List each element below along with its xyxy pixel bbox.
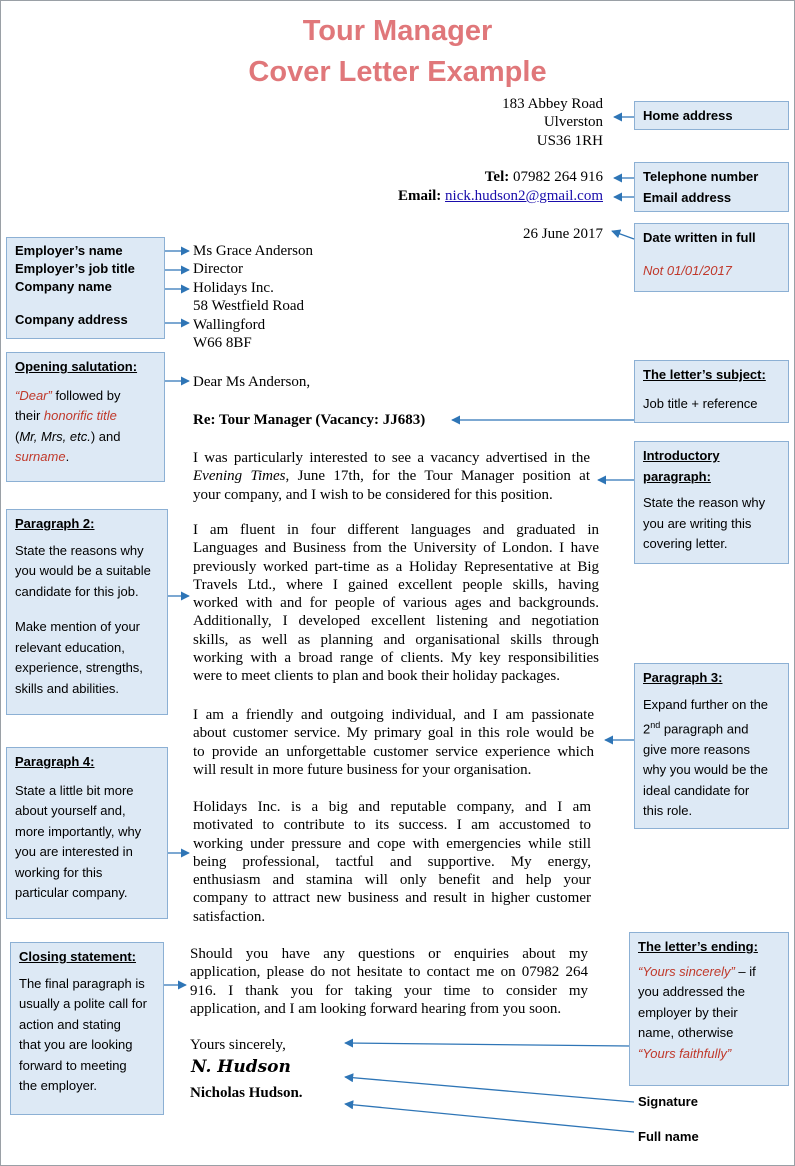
para2-line: Travels Ltd., where I gained excellent people skills, having [193,576,599,593]
note-intro-text: you are writing this [643,515,752,531]
para4-line: enthusiasm and stamina will only benefit and help your [193,872,591,889]
recipient-town: Wallingford [193,317,266,333]
note-closing [10,942,164,1115]
note-closing-text: that you are looking [19,1037,133,1052]
sender-email [398,188,603,205]
para4-line: working under pressure and cope with emergencies while still [193,835,591,852]
title-line-2: Cover Letter Example [248,56,547,88]
note-p3-text: give more reasons [643,741,750,757]
note-opening-t2: their [15,408,44,423]
intro-paragraph [193,449,590,504]
para2-line: working with a broad range of clients. My key responsibilities [193,650,599,667]
note-p4-text: more importantly, why [15,823,142,839]
note-p3-sup: nd [650,720,661,730]
para2-line: Additionally, I developed excellent listening and negotiation [193,613,599,630]
note-intro-text: State the reason why [643,495,766,510]
para2-line: Languages and Business from the University of London. I have [193,540,599,557]
closing-line: application, and I am looking forward hearing from you soon. [190,1000,562,1017]
full-name: Nicholas Hudson. [190,1085,303,1101]
para2-line: worked with and for people of various ages and backgrounds. [193,595,599,612]
recipient-name: Ms Grace Anderson [193,243,313,259]
note-p2-text: Make mention of your [15,619,141,634]
para4-line: motivated to contribute to its success. I am accustomed to [193,817,591,834]
note-p4-text: working for this [15,864,103,880]
note-date-warning: Not 01/01/2017 [643,262,732,278]
tel-label: Tel: [484,169,510,185]
note-closing-text: The final paragraph is [19,975,145,991]
para3-line: I am a friendly and outgoing individual, and I am passionate [193,707,594,723]
note-paragraph-3 [634,663,789,829]
note-employer-title: Employer’s job title [15,261,135,276]
note-opening-text [15,447,156,468]
intro-newspaper: Evening Times [193,468,286,485]
note-ending-title: The letter’s ending: [638,939,758,954]
note-signature-label: Signature [638,1094,698,1109]
note-ending-t1: – if [734,963,756,979]
note-date-title: Date written in full [643,230,756,245]
intro-line: I was particularly interested to see a vacancy advertised in the [193,450,590,466]
note-p4-text: about yourself and, [15,803,126,818]
para4-line: being professional, tactful and supportive. My energy, [193,853,591,870]
note-opening-t5: . [65,449,70,464]
note-opening-title: Opening salutation: [15,359,138,374]
para3-line: will result in more future business for your organisation. [193,761,532,778]
note-p3-text: ideal candidate for [643,782,750,798]
note-opening-dear: “Dear” [15,387,52,403]
para2-line: I am fluent in four different languages and graduated in [193,522,599,538]
sign-off: Yours sincerely, [190,1037,286,1053]
note-closing-title: Closing statement: [19,949,137,964]
note-p4-text: State a little bit more [15,782,134,798]
note-p4-title: Paragraph 4: [15,754,95,769]
para4-line: company to attract new business and result in higher customer [193,890,591,907]
note-opening [6,352,165,482]
note-intro-title: Introductory [643,448,720,463]
note-p4-text: you are interested in [15,844,133,859]
note-p2-text: relevant education, [15,639,125,655]
note-p3-text: Expand further on the [643,696,769,712]
signature: N. Hudson [191,1057,291,1077]
subject-line: Re: Tour Manager (Vacancy: JJ683) [193,412,426,428]
note-closing-text: action and stating [19,1016,121,1032]
note-opening-surname: surname [15,449,66,464]
note-p3-text [643,715,780,740]
note-p3-rest: paragraph and [660,721,749,737]
sender-telephone [485,169,603,186]
intro-line [193,467,590,485]
note-opening-text [15,406,156,427]
closing-line: application, please do not hesitate to contact me on 07982 264 [190,964,588,981]
closing-line: Should you have any questions or enquiries about my [190,946,588,962]
note-opening-text [15,427,156,448]
note-opening-titles: Mr, Mrs, etc. [19,428,91,444]
note-opening-t3: ( [15,428,20,444]
note-ending-sincerely: “Yours sincerely” [638,963,735,979]
email-link[interactable]: nick.hudson2@gmail.com [445,188,603,204]
salutation: Dear Ms Anderson, [193,374,311,390]
note-ending-faithfully: “Yours faithfully” [638,1045,732,1061]
closing-line: 916. I thank you for taking your time to consider my [190,982,588,999]
note-p2-text: you would be a suitable [15,563,151,578]
para2-line: previously worked part-time as a Holiday Representative at Big [193,558,599,575]
para4-line: satisfaction. [193,908,266,925]
note-p3-text: this role. [643,803,693,819]
title-line-1: Tour Manager [302,15,493,47]
email-label: Email: [397,188,442,204]
note-intro-text: covering letter. [643,536,728,551]
para3-line: about customer service. My primary goal in this role would be [193,725,594,742]
tel-value: 07982 264 916 [513,169,603,185]
note-opening-honorific: honorific title [43,408,117,423]
note-closing-text: forward to meeting [19,1057,127,1073]
note-home-address-text: Home address [643,108,733,123]
note-p3-num: 2 [643,721,651,737]
note-employer [6,237,165,339]
sender-address-2: Ulverston [543,114,603,130]
note-telephone-text: Telephone number [643,169,759,184]
note-opening-t4: ) and [90,428,121,444]
note-opening-text [15,386,156,407]
para2-line: were to meet clients to plan and book their holiday packages. [193,668,560,685]
note-ending-text: you addressed the [638,984,745,999]
note-ending-text: name, otherwise [638,1025,734,1040]
note-opening-t1: followed by [51,387,121,403]
note-ending [629,932,789,1086]
note-p3-title: Paragraph 3: [643,670,723,685]
recipient-company: Holidays Inc. [193,280,274,296]
letter-date: 26 June 2017 [523,226,603,242]
intro-line: your company, and I wish to be considered for this position. [193,486,553,503]
note-subject-title: The letter’s subject: [643,367,766,382]
note-subject [634,360,789,423]
recipient-title: Director [193,261,243,277]
note-closing-text: usually a polite call for [19,996,147,1011]
note-closing-text: the employer. [19,1078,98,1093]
sender-address-1: 183 Abbey Road [502,96,603,112]
recipient-postcode: W66 8BF [193,335,252,351]
note-p2-text: experience, strengths, [15,660,143,675]
closing-paragraph [190,945,588,1018]
sender-address-3: US36 1RH [536,133,603,149]
note-paragraph-2 [6,509,168,715]
note-p2-text: skills and abilities. [15,680,120,696]
note-email-text: Email address [643,189,732,205]
note-p3-text: why you would be the [643,762,769,778]
note-home-address [634,101,789,130]
note-paragraph-4 [6,747,168,919]
note-company-address: Company address [15,312,128,327]
note-fullname-label: Full name [638,1129,699,1144]
note-p2-text: State the reasons why [15,542,144,558]
note-p2-text: candidate for this job. [15,583,139,599]
para2-line: skills, as well as planning and organisational skills through [193,631,599,648]
note-intro [634,441,789,564]
note-company-name: Company name [15,279,112,294]
para3-line: to provide an unforgettable customer service experience which [193,743,594,760]
note-intro-title: paragraph: [643,468,711,484]
note-p4-text: particular company. [15,885,128,900]
note-employer-name: Employer’s name [15,243,123,258]
note-subject-text: Job title + reference [643,395,758,411]
recipient-street: 58 Westfield Road [193,298,304,314]
intro-line-rest: , June 17th, for the Tour Manager position at [285,468,590,485]
paragraph-2 [193,521,599,686]
note-date [634,223,789,292]
note-ending-text: employer by their [638,1004,738,1020]
paragraph-4 [193,798,591,926]
note-contact [634,162,789,212]
note-ending-text [638,962,780,983]
para4-line: Holidays Inc. is a big and reputable company, and I am [193,799,591,815]
paragraph-3 [193,706,594,779]
note-p2-title: Paragraph 2: [15,516,95,531]
